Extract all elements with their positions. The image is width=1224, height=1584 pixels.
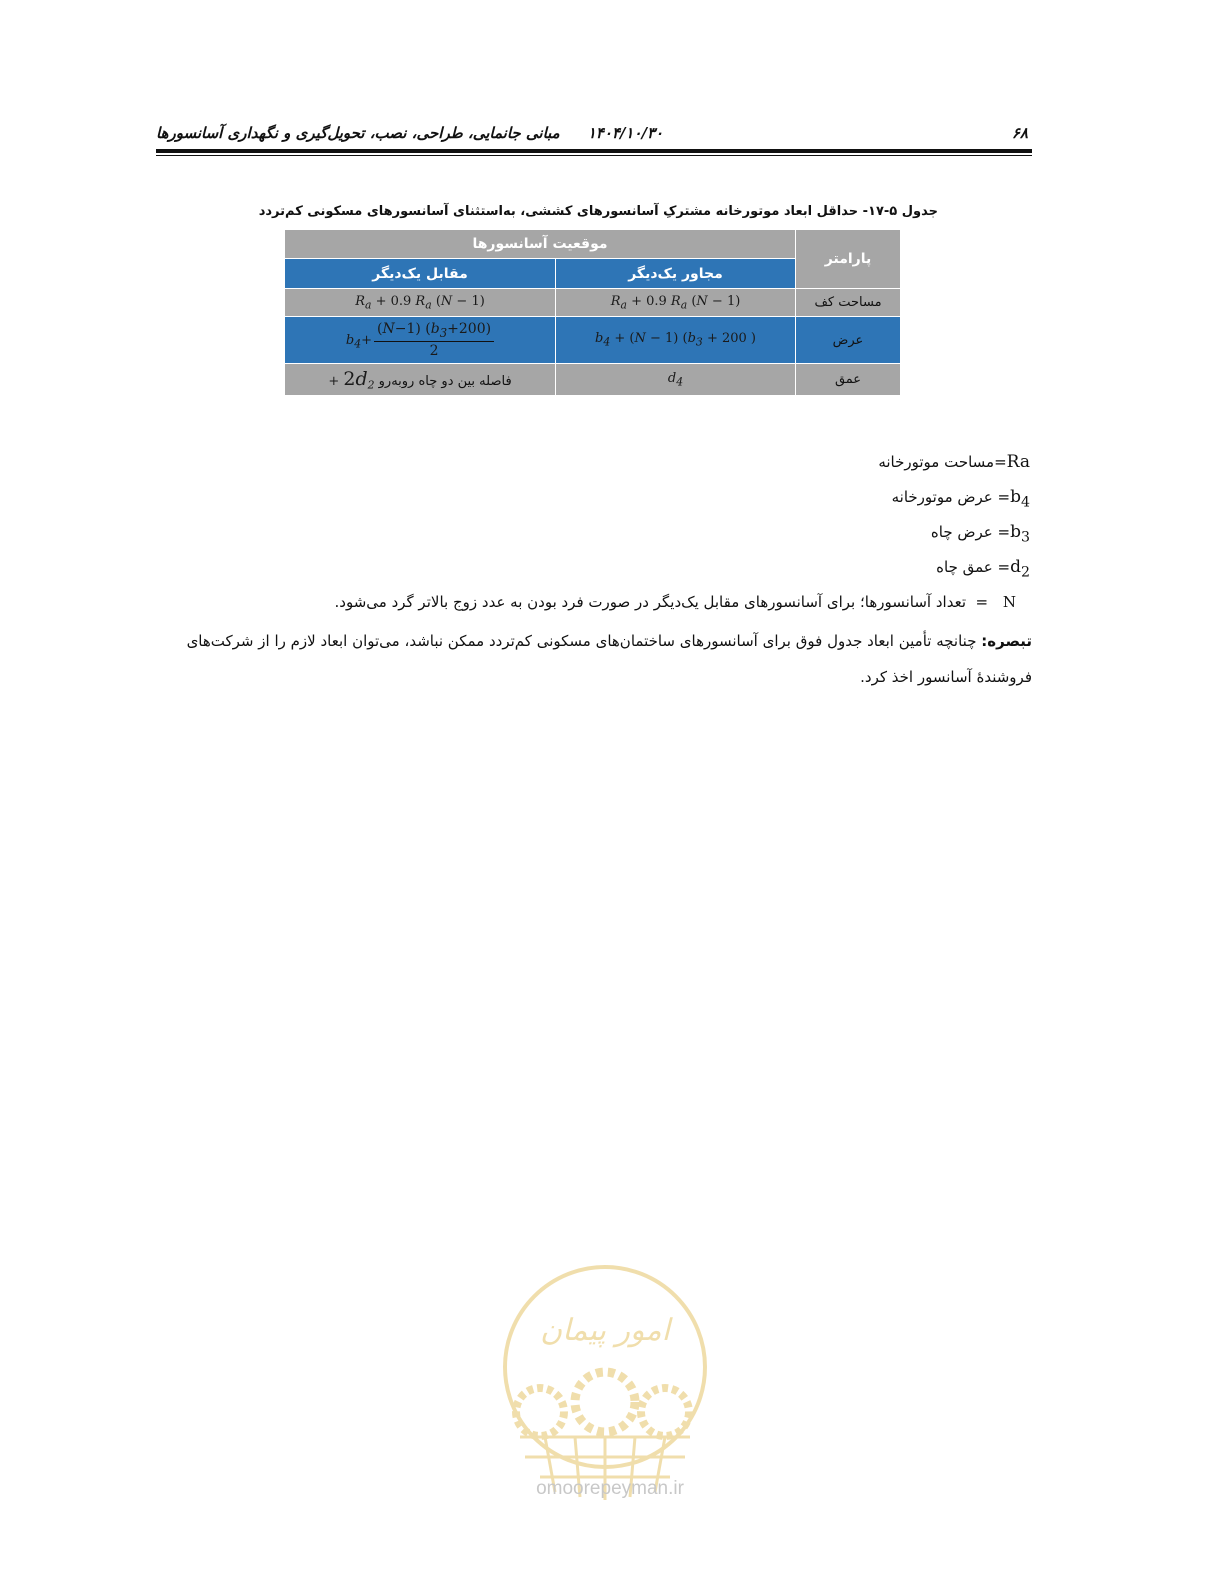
definition-symbol: $d_2$	[1010, 557, 1030, 581]
header-parameter: پارامتر	[796, 230, 901, 289]
formula-opposite-width: $b_4+$ $\frac{(N-1) (b_3+200)}{2}$	[285, 317, 556, 364]
formula-opposite-depth: فاصله بین دو چاه روبه‌رو + $2d_2$	[285, 364, 556, 396]
header-date: ۱۴۰۴/۱۰/۳۰	[587, 124, 664, 142]
header-rule-thin	[156, 155, 1032, 156]
definition-line: $d_2=$ عمق چاه	[936, 557, 1030, 581]
book-title: مبانی جانمایی، طراحی، نصب، تحویل‌گیری و نگهداری آسانسورها	[156, 124, 560, 142]
n-text: تعداد آسانسورها؛ برای آسانسورهای مقابل یک‌دیگر در صورت فرد بودن به عدد زوج بالاتر گرد می‌شود.	[334, 593, 966, 611]
definition-line: $b_4=$ عرض موتورخانه	[891, 487, 1030, 511]
page-number: ۶۸	[1011, 124, 1028, 142]
definition-text: عرض موتورخانه	[891, 488, 993, 506]
opposite-depth-text: فاصله بین دو چاه روبه‌رو	[378, 373, 512, 389]
header-rule-thick	[156, 149, 1032, 153]
formula-adjacent-depth: $d_4$	[556, 364, 796, 396]
formula-opposite-area: $R_a + 0.9$ $R_a$ (N − 1)	[285, 289, 556, 317]
definition-line: Ra=مساحت موتورخانه	[878, 452, 1030, 472]
table-row	[285, 364, 901, 396]
definition-text: مساحت موتورخانه	[878, 453, 995, 471]
running-header	[156, 120, 1032, 146]
machine-room-dimensions-table	[284, 229, 901, 396]
row-param-floor-area: مساحت کف	[796, 289, 901, 317]
header-opposite: مقابل یک‌دیگر	[285, 259, 556, 289]
definition-text: عمق چاه	[936, 558, 993, 576]
symbol-definitions	[170, 447, 1030, 617]
table-caption: جدول ۵-۱۷- حداقل ابعاد موتورخانه مشترکِ آسانسورهای کششی، به‌استثنای آسانسورهای مسکونی کم‌تردد	[258, 204, 938, 219]
n-definition: N = تعداد آسانسورها؛ برای آسانسورهای مقابل یک‌دیگر در صورت فرد بودن به عدد زوج بالاتر گرد می‌شود.	[334, 593, 1016, 611]
running-title	[156, 120, 663, 146]
header-location: موقعیت آسانسورها	[285, 230, 796, 259]
row-param-width: عرض	[796, 317, 901, 364]
definition-symbol: $b_4$	[1010, 487, 1030, 511]
table-row	[285, 317, 901, 364]
watermark-url: omoorepeyman.ir	[536, 1478, 684, 1499]
formula-adjacent-area: $R_a + 0.9$ $R_a$ (N − 1)	[556, 289, 796, 317]
note-lead: تبصره:	[981, 632, 1032, 650]
n-symbol: N	[1002, 593, 1016, 611]
watermark-logo-text: امور پیمان	[540, 1313, 670, 1348]
watermark-logo	[500, 1262, 710, 1502]
definition-line: $b_3=$ عرض چاه	[930, 522, 1030, 546]
note-paragraph	[180, 623, 1032, 695]
definition-symbol: Ra	[1006, 452, 1030, 472]
row-param-depth: عمق	[796, 364, 901, 396]
note-text: چنانچه تأمین ابعاد جدول فوق برای آسانسورهای ساختمان‌های مسکونی کم‌تردد ممکن نباشد، می‌توان ابعاد لازم را از شرکت‌های فروشندهٔ آسانسور اخذ کرد.	[186, 632, 1032, 686]
header-adjacent: مجاور یک‌دیگر	[556, 259, 796, 289]
formula-adjacent-width: $b_4 + (N - 1) (b_3 + 200$ )	[556, 317, 796, 364]
table-row	[285, 289, 901, 317]
definition-symbol: $b_3$	[1010, 522, 1030, 546]
definition-text: عرض چاه	[930, 523, 993, 541]
